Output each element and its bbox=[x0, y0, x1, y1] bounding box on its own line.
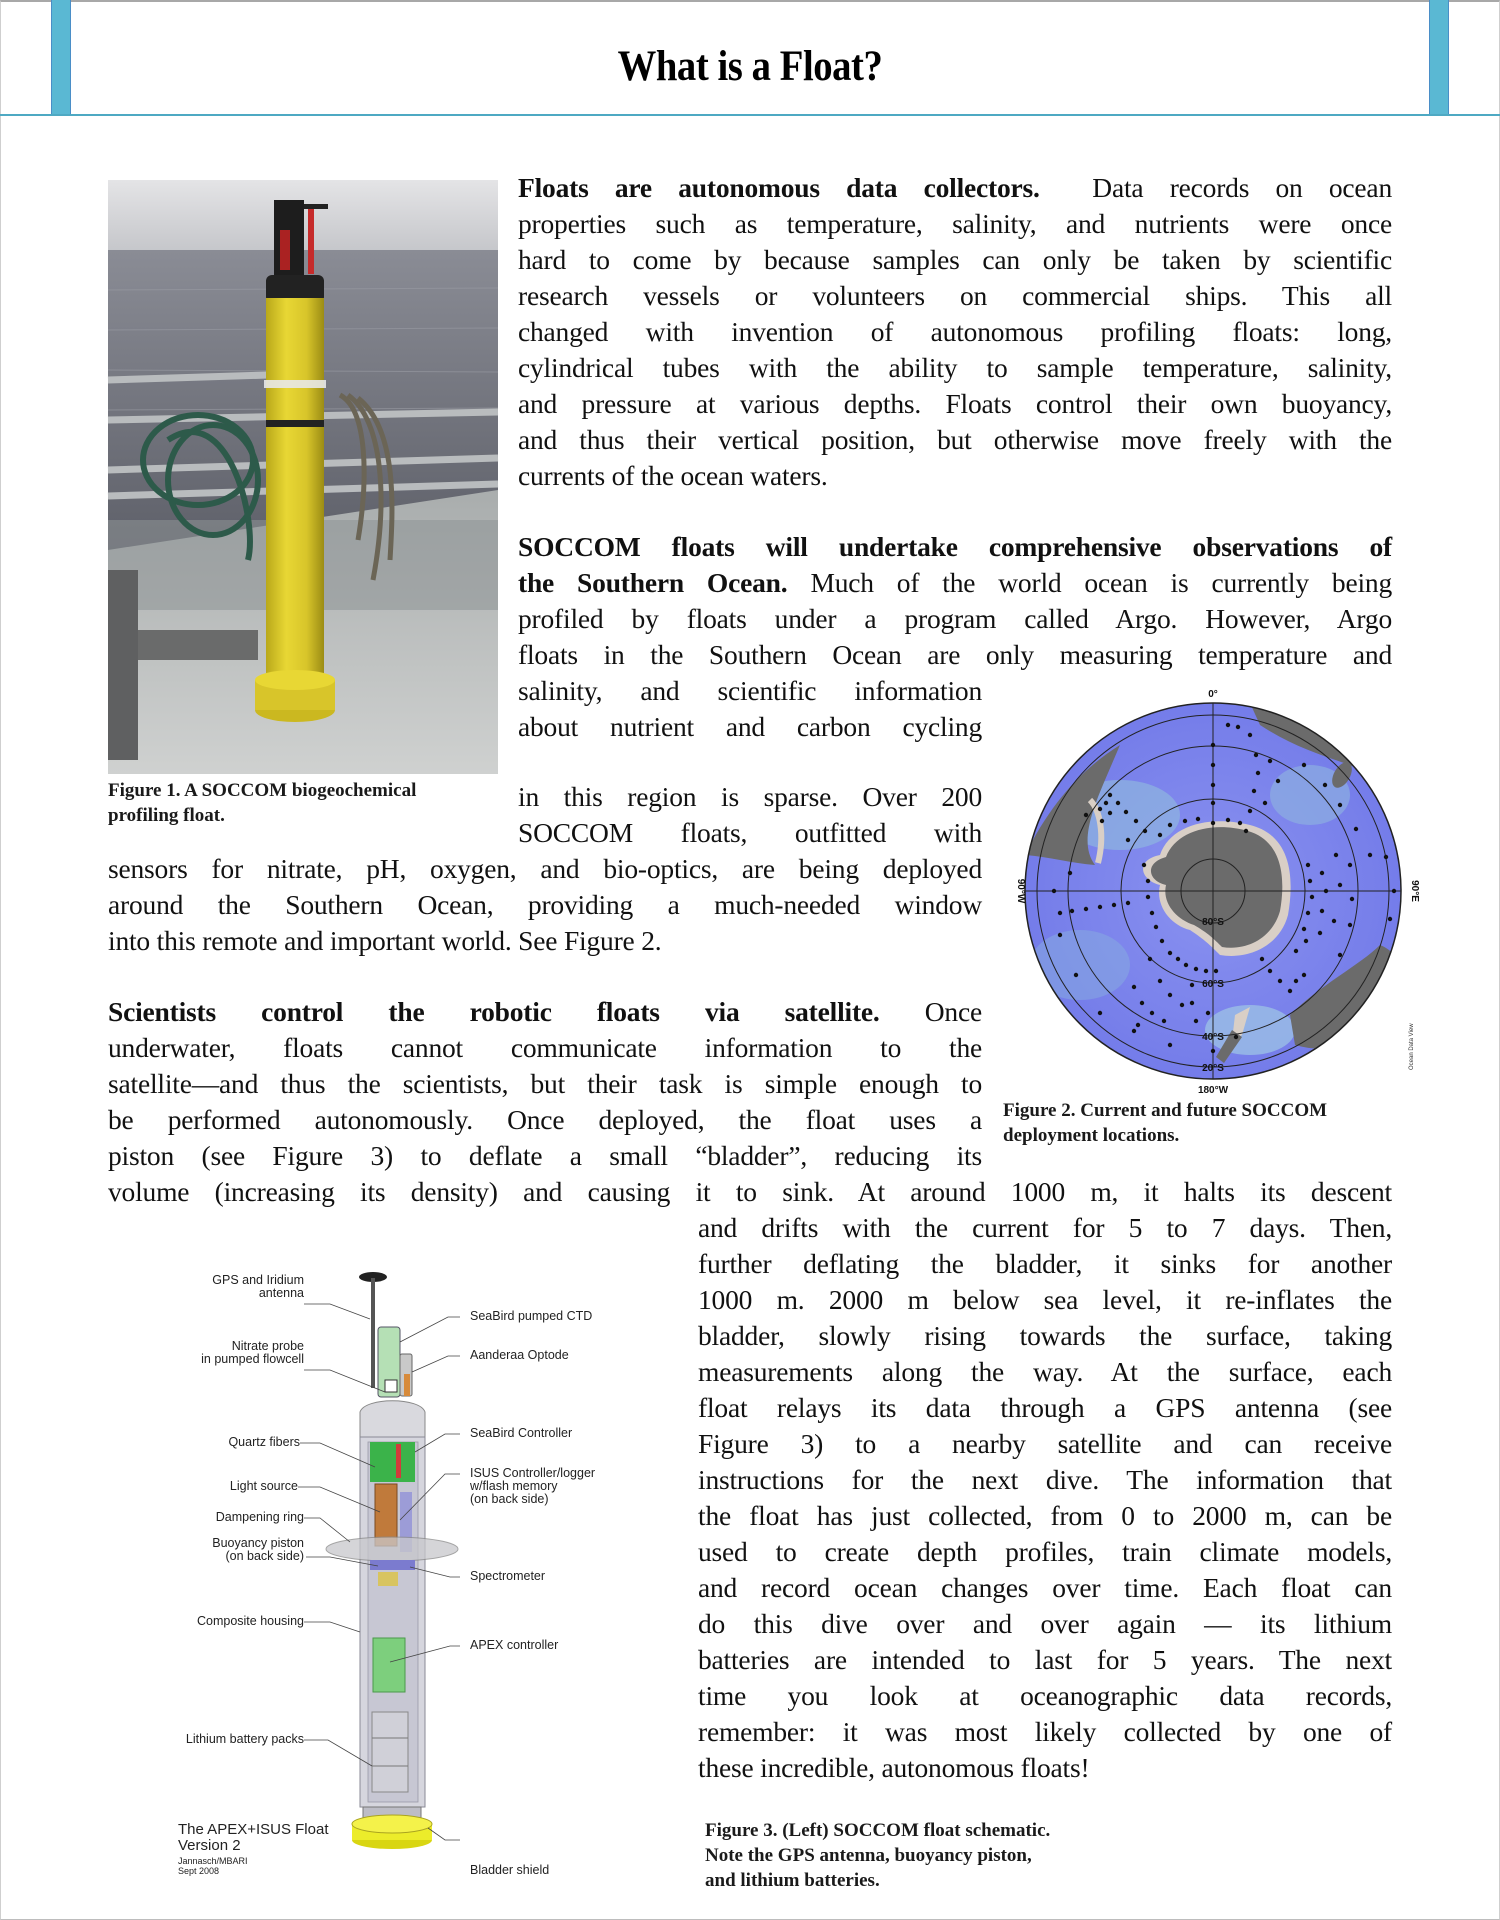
paragraph-line: about nutrient and carbon cycling bbox=[518, 711, 982, 742]
paragraph-line: Figure 3) to a nearby satellite and can receive bbox=[698, 1428, 1392, 1459]
paragraph-line: used to create depth profiles, train climate models, bbox=[698, 1536, 1392, 1567]
paragraph-line: and record ocean changes over time. Each float can bbox=[698, 1572, 1392, 1603]
label-bladder-shield: Bladder shield bbox=[470, 1863, 550, 1877]
label-text: (on back side) bbox=[470, 1492, 549, 1506]
figure-3-caption bbox=[705, 1818, 1050, 1893]
label-text: The APEX+ISUS Float bbox=[178, 1821, 329, 1838]
section-2-heading: SOCCOM floats will undertake comprehensive observations of bbox=[518, 531, 1392, 562]
section-2-narrow-column bbox=[518, 673, 982, 745]
label-lithium-battery-packs: Lithium battery packs bbox=[185, 1732, 304, 1746]
label-isus-controller bbox=[470, 1467, 595, 1506]
paragraph-line: batteries are intended to last for 5 years. The next bbox=[698, 1644, 1392, 1675]
header-accent-bar-left bbox=[51, 0, 71, 115]
label-quartz-fibers: Quartz fibers bbox=[228, 1435, 300, 1449]
paragraph-line: underwater, floats cannot communicate information to the bbox=[108, 1032, 982, 1063]
paragraph-line: hard to come by because samples can only be taken by scientific bbox=[518, 244, 1392, 275]
paragraph-line: and pressure at various depths. Floats control their own buoyancy, bbox=[518, 388, 1392, 419]
map-credit: Ocean Data View bbox=[1409, 1023, 1415, 1070]
header-rule bbox=[0, 114, 1500, 116]
section-2-narrow-column-2 bbox=[518, 779, 982, 851]
figure-1-caption bbox=[108, 778, 416, 828]
figure-1-caption-line: profiling float. bbox=[108, 805, 225, 826]
figure-1-caption-line: Figure 1. A SOCCOM biogeochemical bbox=[108, 780, 417, 801]
figure-3-caption-line: Note the GPS antenna, buoyancy piston, bbox=[705, 1845, 1032, 1866]
paragraph-line: bladder, slowly rising towards the surface, taking bbox=[698, 1320, 1392, 1351]
paragraph-line: Once bbox=[924, 996, 982, 1027]
paragraph-line: be performed autonomously. Once deployed, the float uses a bbox=[108, 1104, 982, 1135]
paragraph-line: float relays its data through a GPS antenna (see bbox=[698, 1392, 1392, 1423]
label-text: Nitrate probe bbox=[231, 1339, 304, 1353]
paragraph-line: properties such as temperature, salinity, and nutrients were once bbox=[518, 208, 1392, 239]
soccom-float-photo bbox=[108, 180, 498, 774]
label-text: Buoyancy piston bbox=[212, 1536, 304, 1550]
label-text: Version 2 bbox=[178, 1837, 241, 1854]
paragraph-line: the float has just collected, from 0 to 2000 m, can be bbox=[698, 1500, 1392, 1531]
map-label-20s: 20°S bbox=[1202, 1063, 1224, 1074]
schematic-credit bbox=[178, 1856, 248, 1876]
label-dampening-ring: Dampening ring bbox=[215, 1510, 304, 1524]
paragraph-line: SOCCOM floats, outfitted with bbox=[518, 817, 982, 848]
figure-3-caption-line: and lithium batteries. bbox=[705, 1870, 880, 1891]
section-3-right-column bbox=[698, 1210, 1392, 1786]
paragraph-line: these incredible, autonomous floats! bbox=[698, 1752, 1090, 1783]
paragraph-line: 1000 m. 2000 m below sea level, it re-inflates the bbox=[698, 1284, 1392, 1315]
figure-2-caption bbox=[1003, 1098, 1327, 1148]
southern-ocean-polar-map bbox=[1010, 685, 1430, 1096]
paragraph-line: volume (increasing its density) and causing it to sink. At around 1000 m, it halts its descent bbox=[108, 1176, 1392, 1207]
label-text: ISUS Controller/logger bbox=[470, 1466, 596, 1480]
paragraph-line: profiled by floats under a program called Argo. However, Argo bbox=[518, 603, 1392, 634]
section-2-wide-column bbox=[108, 851, 982, 959]
paragraph-line: research vessels or volunteers on commercial ships. This all bbox=[518, 280, 1392, 311]
label-text: w/flash memory bbox=[470, 1479, 558, 1493]
paragraph-line: cylindrical tubes with the ability to sample temperature, salinity, bbox=[518, 352, 1392, 383]
paragraph-line: do this dive over and over again — its lithium bbox=[698, 1608, 1392, 1639]
figure-2-map bbox=[1010, 685, 1430, 1096]
map-label-180w: 180°W bbox=[1197, 1085, 1229, 1096]
label-gps-antenna bbox=[212, 1274, 304, 1300]
figure-3-caption-line: Figure 3. (Left) SOCCOM float schematic. bbox=[705, 1820, 1051, 1841]
figure-3-schematic bbox=[160, 1262, 630, 1882]
page-header bbox=[0, 0, 1500, 116]
page-title: What is a Float? bbox=[617, 43, 883, 90]
label-seabird-ctd: SeaBird pumped CTD bbox=[470, 1309, 593, 1323]
paragraph-line: and drifts with the current for 5 to 7 days. Then, bbox=[698, 1212, 1392, 1243]
label-text: (on back side) bbox=[225, 1549, 304, 1563]
map-label-90e: 90°E bbox=[1409, 880, 1420, 902]
paragraph-line: Much of the world ocean is currently being bbox=[810, 567, 1392, 598]
schematic-version-title bbox=[178, 1822, 329, 1854]
figure-2-caption-line: deployment locations. bbox=[1003, 1125, 1180, 1146]
paragraph-line: salinity, and scientific information bbox=[518, 675, 982, 706]
paragraph-line: measurements along the way. At the surface, each bbox=[698, 1356, 1392, 1387]
section-3-heading: Scientists control the robotic floats via satellite. bbox=[108, 996, 880, 1027]
section-autonomous-collectors bbox=[518, 170, 1392, 494]
section-3-wide-line bbox=[108, 1174, 1392, 1210]
label-light-source: Light source bbox=[229, 1479, 298, 1493]
section-satellite-control bbox=[108, 994, 982, 1174]
label-text: Jannasch/MBARI bbox=[178, 1856, 248, 1866]
map-label-90w: 90°W bbox=[1015, 878, 1026, 904]
paragraph-line: in this region is sparse. Over 200 bbox=[518, 781, 982, 812]
label-apex-controller: APEX controller bbox=[470, 1638, 559, 1652]
section-soccom-observations bbox=[518, 529, 1392, 673]
section-2-heading-cont: the Southern Ocean. bbox=[518, 567, 788, 598]
paragraph-line: currents of the ocean waters. bbox=[518, 460, 828, 491]
paragraph-line: around the Southern Ocean, providing a much-needed window bbox=[108, 889, 982, 920]
header-accent-bar-right bbox=[1429, 0, 1449, 115]
label-aanderaa-optode: Aanderaa Optode bbox=[470, 1348, 569, 1362]
paragraph-line: piston (see Figure 3) to deflate a small “bladder”, reducing its bbox=[108, 1140, 982, 1171]
paragraph-line: sensors for nitrate, pH, oxygen, and bio-optics, are being deployed bbox=[108, 853, 982, 884]
figure-1-photo bbox=[108, 180, 498, 774]
map-label-0: 0° bbox=[1208, 689, 1218, 700]
paragraph-line: into this remote and important world. See Figure 2. bbox=[108, 925, 662, 956]
label-text: antenna bbox=[258, 1286, 304, 1300]
paragraph-line: instructions for the next dive. The information that bbox=[698, 1464, 1392, 1495]
paragraph-line: remember: it was most likely collected by one of bbox=[698, 1716, 1392, 1747]
label-text: GPS and Iridium bbox=[212, 1273, 304, 1287]
paragraph-line: further deflating the bladder, it sinks for another bbox=[698, 1248, 1392, 1279]
paragraph-line: and thus their vertical position, but otherwise move freely with the bbox=[518, 424, 1392, 455]
map-label-40s: 40°S bbox=[1202, 1032, 1224, 1043]
paragraph-line: satellite—and thus the scientists, but their task is simple enough to bbox=[108, 1068, 982, 1099]
paragraph-line: Data records on ocean bbox=[1092, 172, 1392, 203]
section-1-heading: Floats are autonomous data collectors. bbox=[518, 172, 1040, 203]
paragraph-line: changed with invention of autonomous profiling floats: long, bbox=[518, 316, 1392, 347]
label-text: in pumped flowcell bbox=[201, 1352, 304, 1366]
label-nitrate-probe bbox=[201, 1340, 304, 1366]
paragraph-line: floats in the Southern Ocean are only measuring temperature and bbox=[518, 639, 1392, 670]
label-buoyancy-piston bbox=[212, 1537, 304, 1563]
label-text: Sept 2008 bbox=[178, 1866, 220, 1876]
label-seabird-controller: SeaBird Controller bbox=[470, 1426, 573, 1440]
label-spectrometer: Spectrometer bbox=[470, 1569, 546, 1583]
map-label-60s: 60°S bbox=[1202, 979, 1224, 990]
label-composite-housing: Composite housing bbox=[196, 1614, 304, 1628]
paragraph-line: time you look at oceanographic data records, bbox=[698, 1680, 1392, 1711]
map-label-80s: 80°S bbox=[1202, 917, 1224, 928]
figure-2-caption-line: Figure 2. Current and future SOCCOM bbox=[1003, 1100, 1328, 1121]
